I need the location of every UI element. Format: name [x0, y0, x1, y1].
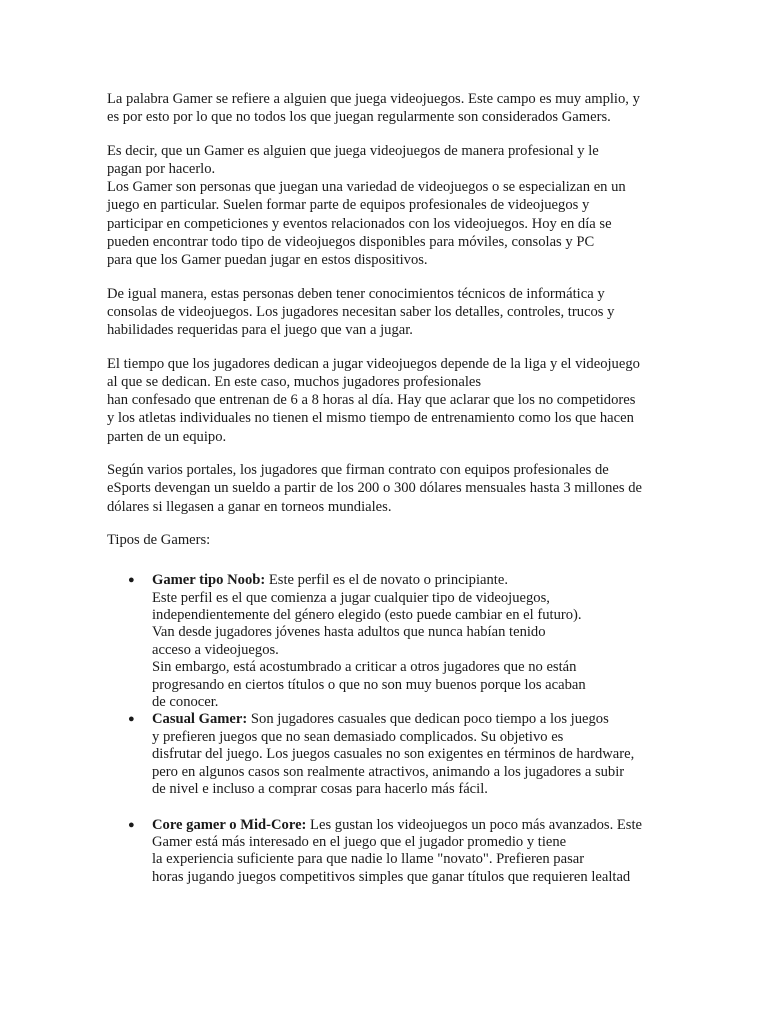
- text-line: Según varios portales, los jugadores que firman contrato con equipos profesionales de: [107, 462, 609, 479]
- list-item-noob: [107, 572, 667, 711]
- text-line: consolas de videojuegos. Los jugadores necesitan saber los detalles, controles, trucos y: [107, 303, 615, 320]
- text-line: Van desde jugadores jóvenes hasta adultos que nunca habían tenido: [152, 624, 546, 641]
- text-line: eSports devengan un sueldo a partir de los 200 o 300 dólares mensuales hasta 3 millones de: [107, 480, 642, 497]
- list-item-first-line: [152, 817, 667, 834]
- document-body: [107, 90, 667, 886]
- list-item-text: Les gustan los videojuegos un poco más avanzados. Este: [306, 816, 642, 833]
- list-item-text: Son jugadores casuales que dedican poco tiempo a los juegos: [247, 711, 609, 728]
- text-line: pueden encontrar todo tipo de videojuegos disponibles para móviles, consolas y PC: [107, 234, 595, 251]
- text-line: y los atletas individuales no tienen el mismo tiempo de entrenamiento como los que hacen: [107, 410, 634, 427]
- paragraph-salary: [107, 461, 667, 516]
- list-item-term: Gamer tipo Noob:: [152, 572, 266, 589]
- bullet-icon: ●: [128, 818, 135, 831]
- list-item-core: [107, 817, 667, 887]
- text-line: disfrutar del juego. Los juegos casuales no son exigentes en términos de hardware,: [152, 746, 635, 763]
- list-heading: Tipos de Gamers:: [107, 531, 211, 548]
- text-line: Los Gamer son personas que juegan una variedad de videojuegos o se especializan en un: [107, 179, 626, 196]
- paragraph-definition: [107, 142, 667, 270]
- text-line: y prefieren juegos que no sean demasiado complicados. Su objetivo es: [152, 728, 564, 745]
- bullet-icon: ●: [128, 574, 135, 587]
- text-line: Gamer está más interesado en el juego que el jugador promedio y tiene: [152, 833, 567, 850]
- text-line: pero en algunos casos son realmente atractivos, animando a los jugadores a subir: [152, 763, 625, 780]
- text-line: dólares si llegasen a ganar en torneos mundiales.: [107, 498, 392, 515]
- text-line: al que se dedican. En este caso, muchos jugadores profesionales: [107, 373, 482, 390]
- text-line: acceso a videojuegos.: [152, 641, 279, 658]
- text-line: Es decir, que un Gamer es alguien que juega videojuegos de manera profesional y le: [107, 142, 599, 159]
- text-line: progresando en ciertos títulos o que no son muy buenos porque los acaban: [152, 676, 586, 693]
- text-line: es por esto por lo que no todos los que juegan regularmente son considerados Gamers.: [107, 109, 611, 126]
- text-line: El tiempo que los jugadores dedican a jugar videojuegos depende de la liga y el videojuego: [107, 355, 640, 372]
- text-line: pagan por hacerlo.: [107, 160, 216, 177]
- text-line: participar en competiciones y eventos relacionados con los videojuegos. Hoy en día se: [107, 215, 612, 232]
- text-line: Este perfil es el que comienza a jugar cualquier tipo de videojuegos,: [152, 589, 550, 606]
- paragraph-intro: [107, 90, 667, 127]
- list-item-first-line: [152, 711, 667, 728]
- text-line: han confesado que entrenan de 6 a 8 horas al día. Hay que aclarar que los no competidores: [107, 392, 636, 409]
- paragraph-training-time: [107, 355, 667, 446]
- paragraph-knowledge: [107, 285, 667, 340]
- text-line: de conocer.: [152, 694, 219, 711]
- gamer-types-list: [107, 572, 667, 886]
- text-line: independientemente del género elegido (esto puede cambiar en el futuro).: [152, 607, 582, 624]
- text-line: La palabra Gamer se refiere a alguien que juega videojuegos. Este campo es muy amplio, y: [107, 91, 640, 107]
- text-line: De igual manera, estas personas deben tener conocimientos técnicos de informática y: [107, 285, 605, 302]
- bullet-icon: ●: [128, 713, 135, 726]
- text-line: la experiencia suficiente para que nadie lo llame "novato". Prefieren pasar: [152, 851, 585, 868]
- text-line: habilidades requeridas para el juego que van a jugar.: [107, 322, 413, 339]
- list-item-casual: [107, 711, 667, 798]
- text-line: para que los Gamer puedan jugar en estos dispositivos.: [107, 252, 428, 269]
- text-line: horas jugando juegos competitivos simples que ganar títulos que requieren lealtad: [152, 868, 631, 885]
- text-line: parten de un equipo.: [107, 428, 227, 445]
- text-line: Sin embargo, está acostumbrado a criticar a otros jugadores que no están: [152, 659, 577, 676]
- list-item-term: Core gamer o Mid-Core:: [152, 816, 307, 833]
- list-item-first-line: [152, 572, 667, 589]
- text-line: juego en particular. Suelen formar parte de equipos profesionales de videojuegos y: [107, 197, 590, 214]
- list-item-text: Este perfil es el de novato o principiante.: [265, 572, 508, 589]
- text-line: de nivel e incluso a comprar cosas para hacerlo más fácil.: [152, 781, 488, 798]
- list-item-term: Casual Gamer:: [152, 711, 248, 728]
